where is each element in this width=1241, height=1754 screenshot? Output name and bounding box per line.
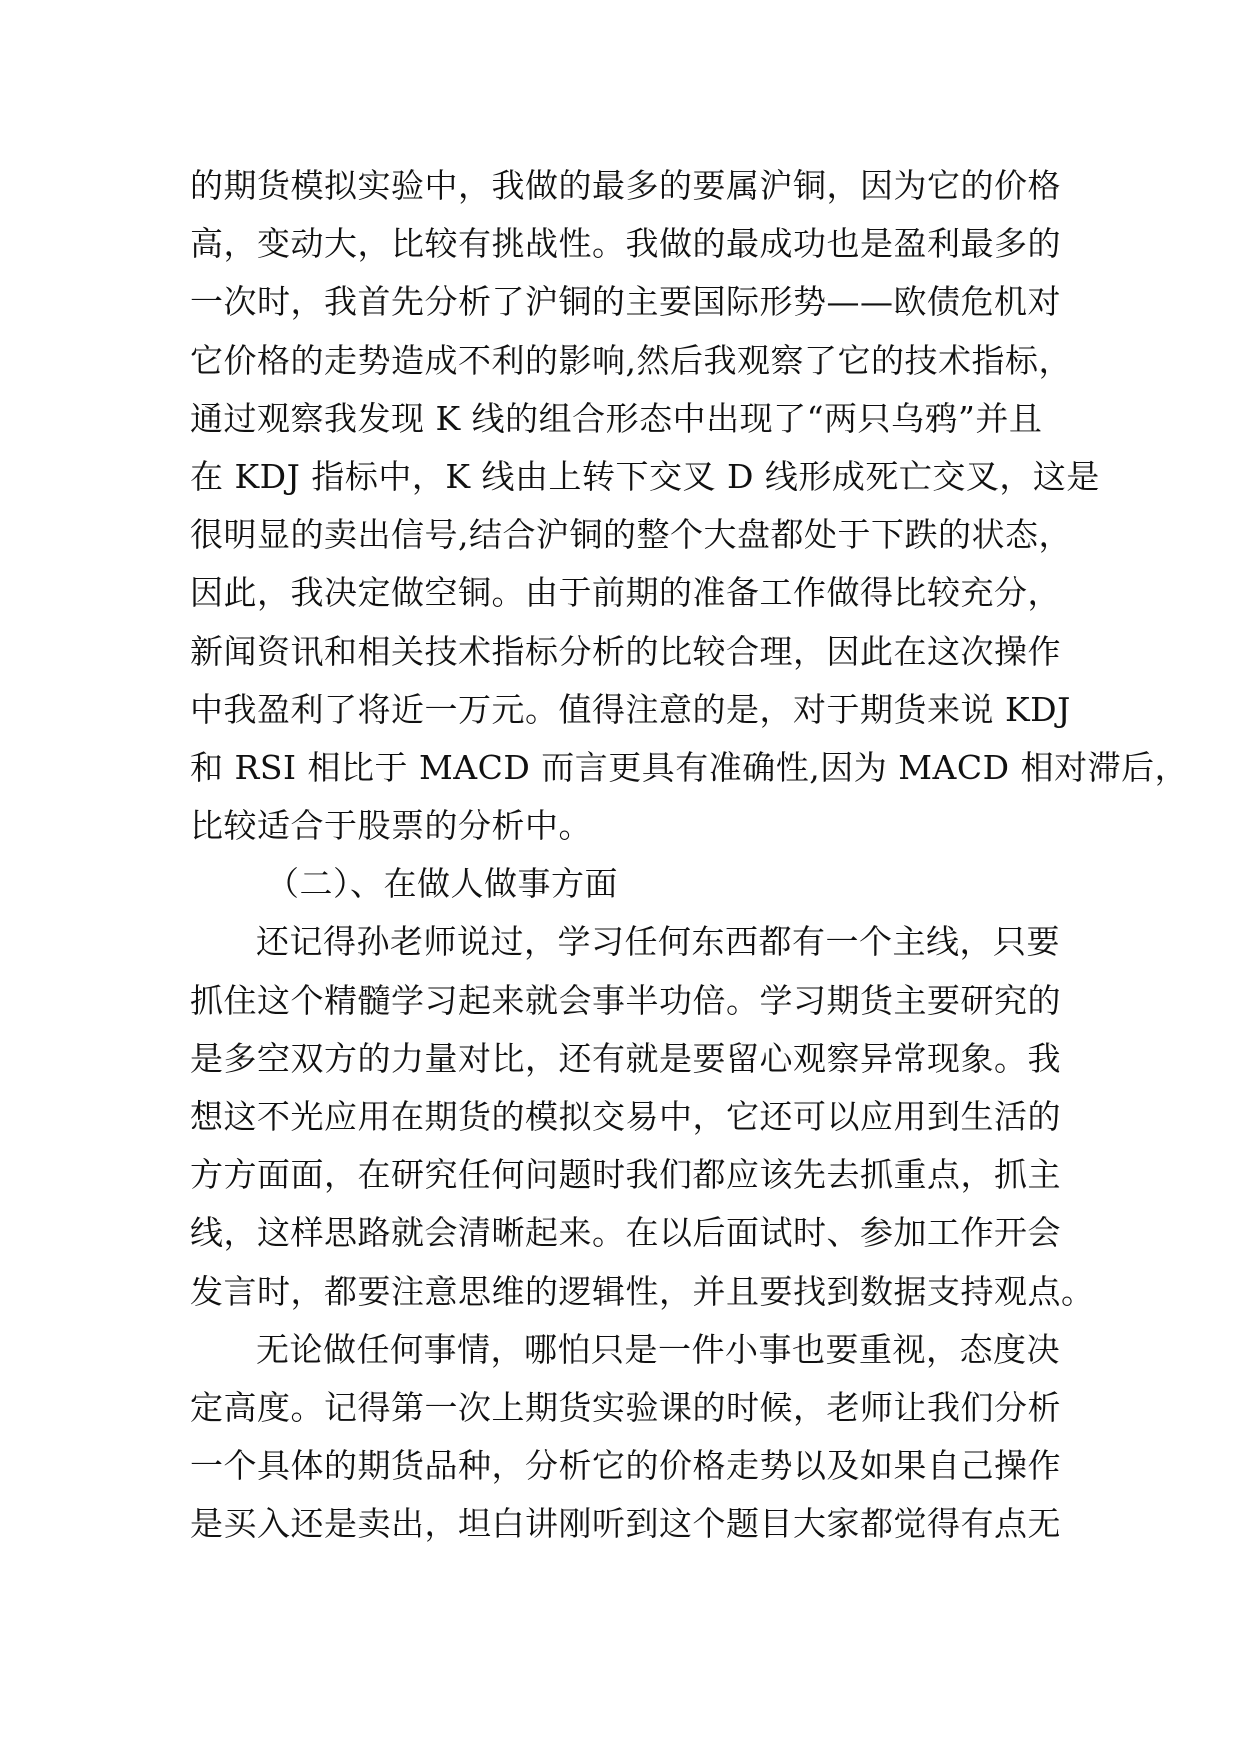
text-line: 想这不光应用在期货的模拟交易中，它还可以应用到生活的	[190, 1097, 1061, 1136]
text-line: 一次时，我首先分析了沪铜的主要国际形势——欧债危机对	[190, 282, 1061, 322]
text-line: 在 KDJ 指标中，K 线由上转下交叉 D 线形成死亡交叉，这是	[190, 456, 1100, 496]
text-line: 还记得孙老师说过，学习任何东西都有一个主线，只要	[256, 922, 1060, 962]
text-line: 因此，我决定做空铜。由于前期的准备工作做得比较充分，	[190, 573, 1061, 613]
section-heading: （二）、在做人做事方面	[266, 864, 618, 904]
text-line: 是多空双方的力量对比，还有就是要留心观察异常现象。我	[190, 1038, 1061, 1078]
text-line: 发言时，都要注意思维的逻辑性，并且要找到数据支持观点。	[190, 1271, 1095, 1311]
text-line: 通过观察我发现 K 线的组合形态中出现了“两只乌鸦”并且	[190, 398, 1043, 438]
text-line: 的期货模拟实验中，我做的最多的要属沪铜，因为它的价格	[190, 166, 1061, 205]
text-line: 方方面面，在研究任何问题时我们都应该先去抓重点，抓主	[190, 1155, 1061, 1195]
text-line: 线，这样思路就会清晰起来。在以后面试时、参加工作开会	[190, 1213, 1061, 1253]
text-line: 一个具体的期货品种，分析它的价格走势以及如果自己操作	[190, 1446, 1061, 1486]
text-line: 高，变动大，比较有挑战性。我做的最成功也是盈利最多的	[190, 224, 1061, 264]
text-line: 新闻资讯和相关技术指标分析的比较合理，因此在这次操作	[190, 631, 1061, 671]
document-body	[190, 157, 1189, 1554]
text-line: 它价格的走势造成不利的影响,然后我观察了它的技术指标，	[190, 340, 1072, 380]
text-line: 中我盈利了将近一万元。值得注意的是，对于期货来说 KDJ	[190, 689, 1071, 729]
text-line: 无论做任何事情，哪怕只是一件小事也要重视，态度决	[256, 1329, 1060, 1369]
text-line: 比较适合于股票的分析中。	[190, 806, 592, 846]
text-line: 和 RSI 相比于 MACD 而言更具有准确性,因为 MACD 相对滞后，	[190, 747, 1189, 787]
text-line: 是买入还是卖出，坦白讲刚听到这个题目大家都觉得有点无	[190, 1504, 1061, 1544]
text-line: 定高度。记得第一次上期货实验课的时候，老师让我们分析	[190, 1387, 1061, 1427]
text-line: 抓住这个精髓学习起来就会事半功倍。学习期货主要研究的	[190, 980, 1061, 1020]
text-line: 很明显的卖出信号,结合沪铜的整个大盘都处于下跌的状态，	[190, 515, 1072, 555]
